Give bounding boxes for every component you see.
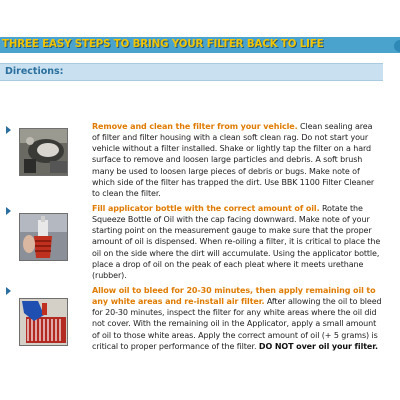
oil-bottle-photo (19, 213, 68, 261)
step-2-heading: Fill applicator bottle with the correct amount of oil. (92, 204, 320, 213)
step-3-body: After allowing the oil to bleed for 20-30 minutes, inspect the filter for any white areas where the oil did not cover. With the remaining oil in the Applicator, apply a small amount of oil to those white areas. Apply the correct amount of oil (+ 5 grams) is critical to proper performance of the filter. (92, 297, 382, 351)
triangle-bullet-icon (6, 287, 11, 295)
step-1-heading: Remove and clean the filter from your vehicle. (92, 122, 298, 131)
step-3-heading: Allow oil to bleed for 20-30 minutes, then apply remaining oil to any white areas and re-install air filter. (92, 286, 376, 307)
step-1-body: Clean sealing area of filter and filter housing with a clean soft clean rag. Do not start your vehicle without a filter installed. Shake or lightly tap the filter on a hard surface to remove and loosen large particles and debris. A soft brush many be used to loosen large pieces of debris or bugs. Make note of which side of the filter has trapped the dirt. Use BBK 1100 Filter Cleaner to clean the filter. (92, 122, 375, 198)
step-1-text (92, 121, 382, 199)
banner-title: THREE EASY STEPS TO BRING YOUR FILTER BACK TO LIFE (2, 39, 324, 50)
gloved-hand-filter-photo (19, 298, 68, 346)
triangle-bullet-icon (6, 126, 11, 134)
step-3-warning: DO NOT over oil your filter. (258, 341, 378, 351)
step-2-body: Rotate the Squeeze Bottle of Oil with the cap facing downward. Make note of your starting point on the measurement gauge to make sure that the proper amount of oil is dispensed. When re-oiling a filter, it is critical to place the oil on the side where the dirt will accumulate. Using the applicator bottle, place a drop of oil on the peak of each pleat where it meets urethane (rubber). (92, 204, 381, 280)
directions-label: Directions: (5, 66, 64, 77)
triangle-bullet-icon (6, 207, 11, 215)
banner-end-cap (394, 40, 400, 52)
directions-bar (0, 63, 383, 81)
title-banner (0, 37, 400, 53)
step-3-text (92, 285, 382, 352)
step-2-text (92, 203, 382, 281)
engine-bay-photo (19, 128, 68, 176)
